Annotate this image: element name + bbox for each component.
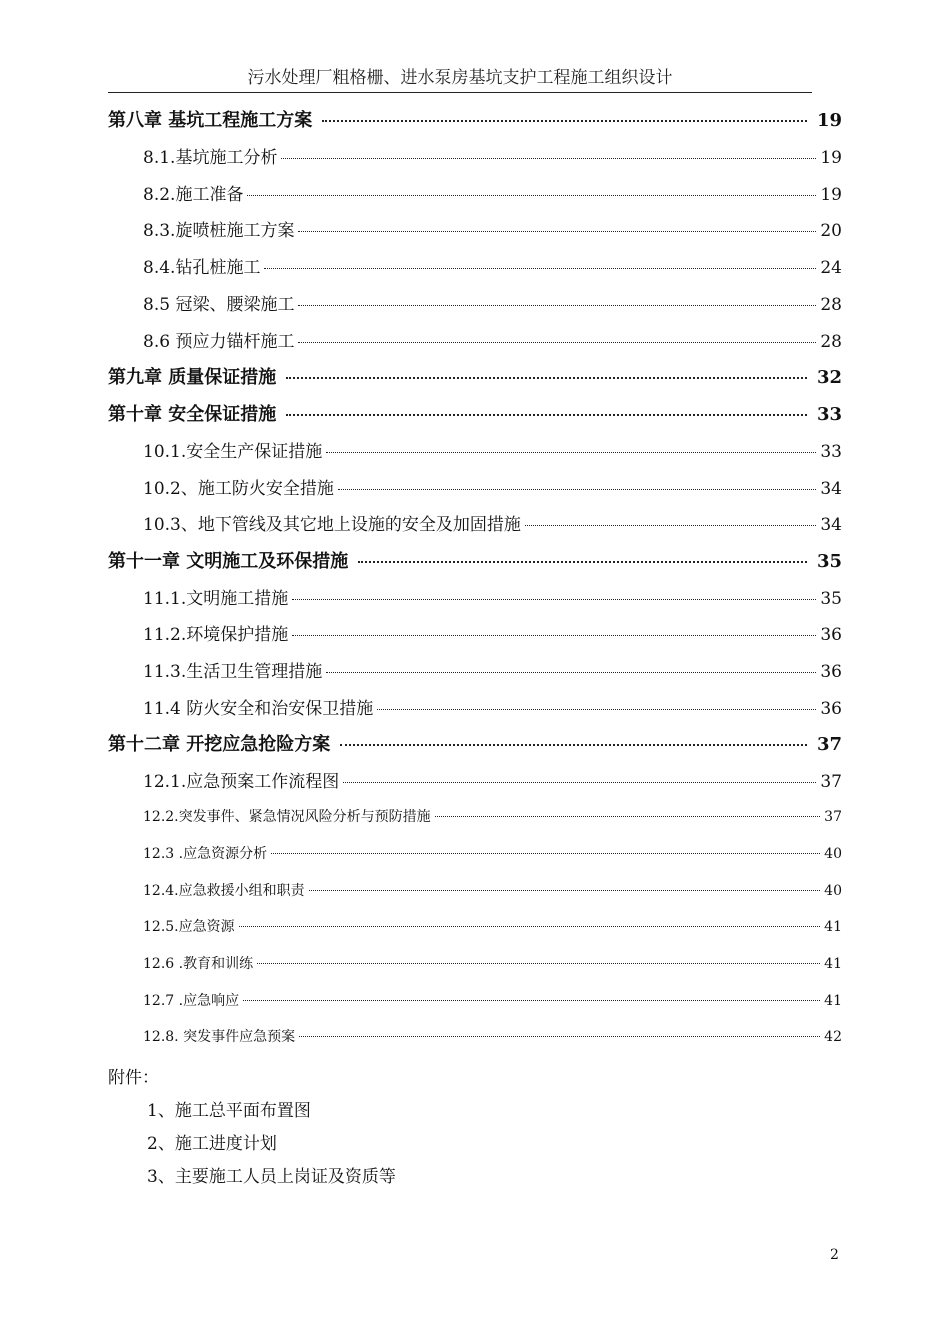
toc-title: 12.6 .教育和训练 — [143, 956, 254, 972]
dot-leader — [264, 268, 816, 269]
toc-page: 19 — [816, 110, 842, 131]
toc-page: 42 — [824, 1029, 842, 1045]
toc-title: 11.4 防火安全和治安保卫措施 — [143, 699, 374, 719]
toc-title: 11.1.文明施工措施 — [143, 589, 289, 609]
toc-title: 10.2、施工防火安全措施 — [143, 479, 334, 499]
toc-title: 12.4.应急救援小组和职责 — [143, 883, 305, 899]
dot-leader — [326, 452, 816, 453]
toc-entry-8-1[interactable] — [143, 143, 842, 168]
attachments-title: 附件： — [108, 1068, 159, 1088]
toc-entry-chapter-9[interactable] — [108, 363, 842, 389]
toc-entry-11-4[interactable] — [143, 694, 842, 719]
dot-leader — [358, 561, 807, 563]
dot-leader — [322, 120, 807, 122]
toc-title: 8.6 预应力锚杆施工 — [143, 332, 295, 352]
dot-leader — [243, 1000, 820, 1001]
dot-leader — [377, 709, 816, 710]
toc-title: 10.1.安全生产保证措施 — [143, 442, 323, 462]
dot-leader — [271, 853, 820, 854]
toc-entry-10-3[interactable] — [143, 510, 842, 535]
dot-leader — [299, 1036, 820, 1037]
toc-title: 第十章 安全保证措施 — [108, 404, 277, 425]
toc-page: 40 — [824, 883, 842, 899]
toc-title: 12.7 .应急响应 — [143, 993, 240, 1009]
toc-title: 8.1.基坑施工分析 — [143, 148, 278, 168]
toc-page: 36 — [820, 625, 842, 645]
toc-entry-8-6[interactable] — [143, 327, 842, 352]
toc-page: 33 — [820, 442, 842, 462]
dot-leader — [343, 782, 816, 783]
toc-entry-12-7[interactable] — [143, 990, 842, 1010]
toc-page: 28 — [820, 295, 842, 315]
toc-entry-11-3[interactable] — [143, 657, 842, 682]
toc-page: 28 — [820, 332, 842, 352]
toc-page: 19 — [820, 148, 842, 168]
toc-entry-8-4[interactable] — [143, 253, 842, 278]
attachment-item: 3、主要施工人员上岗证及资质等 — [147, 1167, 396, 1187]
page-number: 2 — [830, 1247, 839, 1263]
toc-title: 8.4.钻孔桩施工 — [143, 258, 261, 278]
document-header: 污水处理厂粗格栅、进水泵房基坑支护工程施工组织设计 — [108, 64, 812, 93]
toc-page: 19 — [820, 185, 842, 205]
toc-entry-11-1[interactable] — [143, 584, 842, 609]
toc-entry-11-2[interactable] — [143, 620, 842, 645]
toc-title: 第八章 基坑工程施工方案 — [108, 110, 313, 131]
toc-page: 41 — [824, 993, 842, 1009]
toc-entry-8-3[interactable] — [143, 216, 842, 241]
dot-leader — [239, 926, 821, 927]
toc-entry-12-3[interactable] — [143, 843, 842, 863]
dot-leader — [286, 414, 807, 416]
toc-page: 37 — [816, 734, 842, 755]
toc-title: 12.3 .应急资源分析 — [143, 846, 268, 862]
dot-leader — [247, 195, 816, 196]
toc-entry-12-2[interactable] — [143, 806, 842, 826]
toc-entry-10-1[interactable] — [143, 437, 842, 462]
toc-title: 12.1.应急预案工作流程图 — [143, 772, 340, 792]
dot-leader — [292, 599, 816, 600]
toc-title: 第九章 质量保证措施 — [108, 367, 277, 388]
toc-title: 11.3.生活卫生管理措施 — [143, 662, 323, 682]
dot-leader — [286, 377, 807, 379]
toc-entry-chapter-8[interactable] — [108, 106, 842, 132]
toc-entry-8-5[interactable] — [143, 290, 842, 315]
toc-title: 8.3.旋喷桩施工方案 — [143, 221, 295, 241]
toc-title: 12.2.突发事件、紧急情况风险分析与预防措施 — [143, 809, 431, 825]
toc-page: 41 — [824, 919, 842, 935]
toc-title: 8.2.施工准备 — [143, 185, 244, 205]
toc-page: 33 — [816, 404, 842, 425]
dot-leader — [298, 231, 816, 232]
toc-page: 40 — [824, 846, 842, 862]
attachment-item: 2、施工进度计划 — [147, 1134, 277, 1154]
toc-entry-chapter-12[interactable] — [108, 730, 842, 756]
toc-entry-8-2[interactable] — [143, 180, 842, 205]
toc-page: 24 — [820, 258, 842, 278]
toc-title: 12.5.应急资源 — [143, 919, 235, 935]
toc-page: 37 — [820, 772, 842, 792]
toc-title: 10.3、地下管线及其它地上设施的安全及加固措施 — [143, 515, 521, 535]
toc-page: 41 — [824, 956, 842, 972]
toc-title: 12.8. 突发事件应急预案 — [143, 1029, 296, 1045]
dot-leader — [281, 158, 816, 159]
toc-title: 第十一章 文明施工及环保措施 — [108, 551, 349, 572]
dot-leader — [292, 635, 816, 636]
toc-page: 37 — [824, 809, 842, 825]
dot-leader — [298, 305, 816, 306]
toc-page: 36 — [820, 662, 842, 682]
toc-page: 34 — [820, 515, 842, 535]
dot-leader — [326, 672, 816, 673]
toc-entry-12-5[interactable] — [143, 916, 842, 936]
dot-leader — [340, 744, 807, 746]
attachment-item: 1、施工总平面布置图 — [147, 1101, 311, 1121]
toc-page: 35 — [820, 589, 842, 609]
toc-page: 20 — [820, 221, 842, 241]
dot-leader — [435, 816, 821, 817]
toc-title: 第十二章 开挖应急抢险方案 — [108, 734, 331, 755]
toc-entry-chapter-10[interactable] — [108, 400, 842, 426]
dot-leader — [525, 525, 817, 526]
toc-entry-12-1[interactable] — [143, 767, 842, 792]
toc-entry-chapter-11[interactable] — [108, 547, 842, 573]
toc-entry-12-6[interactable] — [143, 953, 842, 973]
toc-entry-12-4[interactable] — [143, 880, 842, 900]
toc-entry-12-8[interactable] — [143, 1026, 842, 1046]
dot-leader — [257, 963, 820, 964]
dot-leader — [309, 890, 821, 891]
toc-page: 36 — [820, 699, 842, 719]
toc-page: 35 — [816, 551, 842, 572]
dot-leader — [298, 342, 816, 343]
toc-page: 34 — [820, 479, 842, 499]
toc-title: 11.2.环境保护措施 — [143, 625, 289, 645]
toc-page: 32 — [816, 367, 842, 388]
toc-entry-10-2[interactable] — [143, 474, 842, 499]
toc-title: 8.5 冠梁、腰梁施工 — [143, 295, 295, 315]
dot-leader — [338, 489, 817, 490]
